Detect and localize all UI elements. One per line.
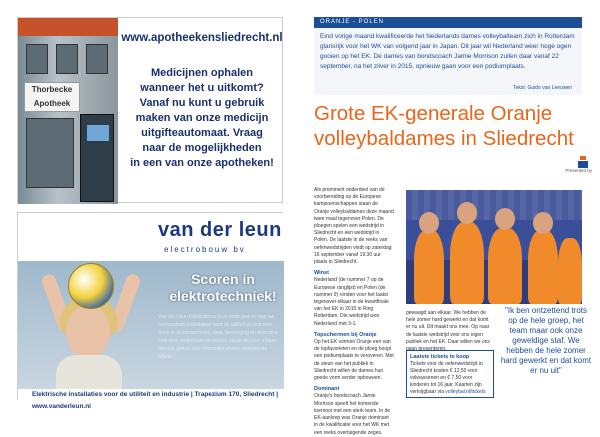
ad-footer[interactable]: Elektrische installaties voor de utiliteit en industrie | Trapezium 170, Sliedrecht | www.vanderleun.nl [18, 389, 284, 401]
player [488, 228, 522, 304]
face [66, 305, 110, 359]
player [558, 238, 582, 304]
article-intro: Eind vorige maand kwalificeerde het Nederlands dames volleybalteam zich in Rotterdam glansrijk voor het WK van volgend jaar in Japan. Dit jaar wil Nederland weer hoge ogen gooien op het EK. De dames van bondscoach Jamie Morrison zullen daar vanaf 22 september, na het zilver in 2015, opnieuw gaan voor een podiumplaats. [320, 33, 575, 70]
pull-quote: "Ik ben ontzettend trots op de hele groep, het team maar ook onze geweldige staf. We hebben de hele zomer hard gewerkt en dat komt er nu uit" [500, 306, 592, 375]
left-page [0, 0, 300, 418]
player-head [495, 208, 515, 230]
sponsor-logo-icon [578, 156, 588, 168]
paragraph: Nederland (de nummer 7 op de Europese ranglijst) en Polen (de nummer 9) ronden voor het laatst tegenover elkaar in de kwartfinale van het EK in 2015 in Ring Rotterdam. Die wedstrijd won Nederland met 3-1. [314, 277, 389, 327]
volleyball-icon [68, 263, 114, 309]
tickets-link[interactable]: volleybal.nl/tickets [445, 389, 486, 395]
player [528, 230, 558, 304]
volleyball-player-photo [46, 263, 136, 389]
dispenser-screen [87, 125, 109, 141]
article-headline: Grote EK-generale Oranje volleybaldames in Sliedrecht [314, 102, 574, 150]
building-roof [18, 18, 118, 36]
sponsor-label: Presented by [565, 168, 592, 173]
message-line: wanneer het u uitkomt? [140, 82, 264, 94]
intro-box [314, 17, 582, 95]
pharmacy-url[interactable]: www.apotheekensliedrecht.nl [121, 32, 283, 44]
message-line: maken van onze medicijn [135, 112, 269, 124]
brand-logo: van der leun [158, 219, 282, 241]
shirt [56, 355, 122, 389]
paragraph: Op het EK vormen Oranje een van de topfavorieten en de ploeg hoopt een podiumplaats te veroveren. Met de steun van het publiek in Sliedrecht willen de dames hun goede vorm verder opbouwen. [314, 339, 394, 382]
subheading: Dominant [314, 386, 340, 393]
player-head [419, 212, 439, 234]
message-line: uitgifteautomaat. Vraag [141, 127, 263, 139]
player [450, 222, 484, 304]
building-door [26, 118, 74, 188]
player [414, 230, 444, 304]
tickets-heading: Laatste tickets te koop [410, 354, 470, 360]
article-column-2: gewaagd aan elkaar. We hebben de hele zomer hard gewerkt en dat komt er nu uit. Dit maakt ons mee. Op naar de laatste wedstrijd voor ons eigen publiek en het EK. Daar willen we ons gaan presenteren. [406, 310, 490, 353]
building-sign: Thorbecke Apotheek [24, 82, 80, 112]
subheading: Winst [314, 270, 329, 277]
paragraph: Oranje's bondscoach Jamie Morrison speelt het komende toernooi met een sterk team. In de EK-aanloop was Oranje dominant in de kwalificatie voor het WK met een reeks overtuigende zeges. [314, 393, 391, 436]
ad-slogan: Scoren in elektrotechniek! [169, 271, 277, 304]
tickets-body: Tickets voor de oefenwedstrijd in Sliedrecht kosten € 12,50 voor volwassenen en € 7,50 voor kinderen tot 16 jaar. Kaarten zijn verkrijgbaar via [410, 361, 483, 395]
subheading: Topschermen bij Oranje [314, 331, 377, 338]
right-page [300, 0, 600, 436]
building-window [86, 44, 108, 74]
brand-subtitle: electrobouw bv [164, 245, 246, 254]
building-window [56, 44, 78, 74]
player-head [457, 202, 477, 224]
electrobouw-ad[interactable] [17, 212, 283, 410]
player-head [533, 212, 553, 234]
article-column-1 [314, 187, 394, 437]
building-window [26, 44, 48, 74]
intro-credit: Tekst: Guido van Leeuwen [513, 85, 572, 91]
team-photo [406, 190, 582, 304]
pharmacy-message [122, 66, 282, 171]
sponsor-tag [542, 168, 592, 173]
message-line: Medicijnen ophalen [150, 67, 254, 79]
message-line: in een van onze apotheken! [130, 157, 274, 169]
pharmacy-ad[interactable] [17, 17, 283, 203]
paragraph: Als prominent onderdeel van de voorbereiding op de Europese kampioenschappen staan de Oranje volleybaldames deze maand twee maal tegenover Polen. De ploegen spelen een wedstrijd in Sliedrecht en een wedstrijd in Polen. De laatste in de reeks van oefenwedstrijden vindt op zaterdag 16 september vanaf 19:30 uur plaats in Sliedrecht. [314, 187, 394, 266]
article-kicker: ORANJE - POLEN [314, 17, 582, 28]
ad-fine-print: Van der Leun Elektrobouw is al sinds jaar en dag uw betrouwbare installateur voor de utiliteit en industrie. Sterk in elektrotechniek, data, beveiliging en domotica. Ook voor onderhoud en service staan wij voor u klaar. Bel ons gerust voor informatie of een vrijblijvende offerte. [158, 314, 279, 360]
message-line: Vanaf nu kunt u gebruik [139, 97, 265, 109]
medicine-dispenser [80, 114, 114, 202]
tickets-box [406, 350, 494, 398]
message-line: naar de mogelijkheden [142, 142, 262, 154]
pharmacy-building-photo [18, 18, 118, 204]
